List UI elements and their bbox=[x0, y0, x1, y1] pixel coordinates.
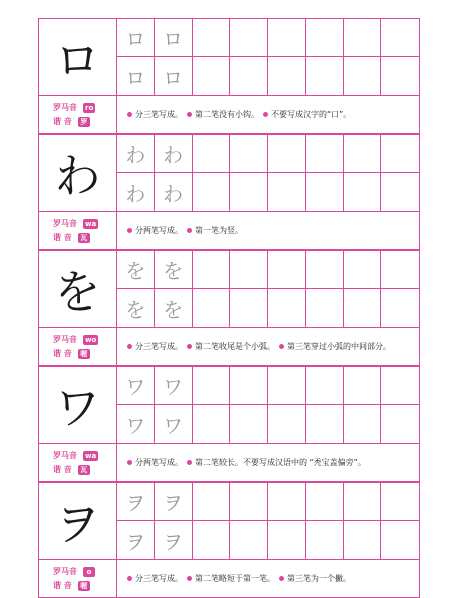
romaji-label: 罗马音 bbox=[53, 567, 77, 576]
practice-cell[interactable] bbox=[193, 57, 231, 95]
bullet-dot bbox=[127, 112, 132, 117]
model-character: ヲ bbox=[39, 483, 117, 559]
practice-cell[interactable]: わ bbox=[155, 135, 193, 173]
writing-grid bbox=[38, 134, 420, 212]
romaji-label: 罗马音 bbox=[53, 103, 77, 112]
romaji-value: wa bbox=[85, 451, 97, 460]
romaji-label: 罗马音 bbox=[53, 219, 77, 228]
stroke-notes bbox=[117, 96, 351, 133]
practice-cell[interactable] bbox=[306, 135, 344, 173]
practice-cell[interactable] bbox=[306, 367, 344, 405]
note-text: 第三笔为一个撇。 bbox=[287, 574, 351, 583]
practice-cell[interactable] bbox=[230, 19, 268, 57]
model-character: ワ bbox=[39, 367, 117, 443]
practice-cell[interactable] bbox=[306, 251, 344, 289]
practice-cell[interactable]: ワ bbox=[117, 405, 155, 443]
kana-block bbox=[38, 134, 420, 250]
info-row bbox=[38, 560, 420, 598]
note-text: 分三笔写成。 bbox=[135, 574, 183, 583]
homophone-label: 谐 音 bbox=[53, 233, 72, 242]
practice-cell[interactable] bbox=[381, 135, 419, 173]
practice-cell[interactable] bbox=[306, 57, 344, 95]
practice-cell[interactable] bbox=[268, 173, 306, 211]
practice-cell[interactable] bbox=[268, 483, 306, 521]
practice-cell[interactable] bbox=[306, 289, 344, 327]
practice-cell[interactable]: ロ bbox=[117, 19, 155, 57]
practice-grid bbox=[117, 483, 419, 559]
bullet-dot bbox=[187, 460, 192, 465]
homophone-value: 瓦 bbox=[78, 233, 90, 243]
model-character: わ bbox=[39, 135, 117, 211]
practice-cell[interactable] bbox=[306, 19, 344, 57]
note-text: 第二笔收尾是个小弧。 bbox=[195, 342, 275, 351]
bullet-dot bbox=[127, 460, 132, 465]
bullet-dot bbox=[279, 344, 284, 349]
pronunciation-labels bbox=[39, 560, 117, 597]
practice-cell[interactable] bbox=[230, 367, 268, 405]
pronunciation-labels bbox=[39, 444, 117, 481]
practice-cell[interactable] bbox=[230, 521, 268, 559]
practice-cell[interactable]: わ bbox=[117, 173, 155, 211]
romaji-value: o bbox=[83, 567, 95, 577]
homophone-value: 喔 bbox=[78, 349, 90, 359]
practice-cell[interactable] bbox=[381, 405, 419, 443]
pronunciation-labels bbox=[39, 212, 117, 249]
info-row bbox=[38, 444, 420, 482]
practice-cell[interactable] bbox=[268, 289, 306, 327]
note-text: 不要写成汉字的“口”。 bbox=[271, 110, 352, 119]
stroke-notes bbox=[117, 212, 243, 249]
pronunciation-labels bbox=[39, 96, 117, 133]
homophone-label: 谐 音 bbox=[53, 581, 72, 590]
practice-cell[interactable]: ワ bbox=[155, 367, 193, 405]
practice-cell[interactable] bbox=[381, 19, 419, 57]
practice-cell[interactable] bbox=[344, 405, 382, 443]
homophone-label: 谐 音 bbox=[53, 349, 72, 358]
practice-cell[interactable] bbox=[381, 289, 419, 327]
model-character: を bbox=[39, 251, 117, 327]
practice-cell[interactable] bbox=[230, 135, 268, 173]
practice-cell[interactable] bbox=[381, 521, 419, 559]
bullet-dot bbox=[279, 576, 284, 581]
note-text: 分三笔写成。 bbox=[135, 110, 183, 119]
practice-cell[interactable] bbox=[381, 57, 419, 95]
practice-cell[interactable] bbox=[230, 173, 268, 211]
homophone-value: 罗 bbox=[78, 117, 90, 127]
bullet-dot bbox=[127, 228, 132, 233]
practice-grid bbox=[117, 19, 419, 95]
practice-cell[interactable]: を bbox=[155, 251, 193, 289]
practice-cell[interactable] bbox=[268, 19, 306, 57]
practice-cell[interactable] bbox=[193, 367, 231, 405]
practice-cell[interactable] bbox=[344, 19, 382, 57]
practice-cell[interactable] bbox=[268, 521, 306, 559]
practice-cell[interactable] bbox=[193, 521, 231, 559]
practice-cell[interactable]: ロ bbox=[117, 57, 155, 95]
practice-cell[interactable] bbox=[268, 57, 306, 95]
info-row bbox=[38, 96, 420, 134]
practice-cell[interactable]: を bbox=[117, 289, 155, 327]
romaji-value: ro bbox=[85, 103, 94, 112]
homophone-value: 喔 bbox=[78, 581, 90, 591]
writing-grid bbox=[38, 250, 420, 328]
bullet-dot bbox=[187, 344, 192, 349]
note-text: 第一笔为竖。 bbox=[195, 226, 243, 235]
practice-cell[interactable] bbox=[268, 251, 306, 289]
practice-cell[interactable] bbox=[230, 289, 268, 327]
writing-grid bbox=[38, 482, 420, 560]
practice-cell[interactable] bbox=[344, 483, 382, 521]
practice-cell[interactable] bbox=[344, 367, 382, 405]
practice-cell[interactable]: わ bbox=[155, 173, 193, 211]
practice-cell[interactable]: ワ bbox=[117, 367, 155, 405]
practice-cell[interactable]: ロ bbox=[155, 57, 193, 95]
practice-cell[interactable]: を bbox=[155, 289, 193, 327]
practice-cell[interactable] bbox=[193, 173, 231, 211]
romaji-value: wo bbox=[85, 335, 97, 344]
practice-cell[interactable] bbox=[193, 135, 231, 173]
pronunciation-labels bbox=[39, 328, 117, 365]
practice-grid bbox=[117, 135, 419, 211]
practice-cell[interactable] bbox=[381, 367, 419, 405]
practice-cell[interactable] bbox=[193, 289, 231, 327]
bullet-dot bbox=[187, 576, 192, 581]
homophone-label: 谐 音 bbox=[53, 465, 72, 474]
kana-block bbox=[38, 250, 420, 366]
romaji-value: wa bbox=[85, 219, 97, 228]
bullet-dot bbox=[187, 228, 192, 233]
practice-sheet bbox=[38, 18, 420, 598]
practice-cell[interactable] bbox=[193, 251, 231, 289]
practice-cell[interactable]: ヲ bbox=[117, 521, 155, 559]
practice-grid bbox=[117, 251, 419, 327]
note-text: 第二笔略短于第一笔。 bbox=[195, 574, 275, 583]
note-text: 第二笔较长。不要写成汉语中的 “秃宝盖偏旁”。 bbox=[195, 458, 366, 467]
practice-cell[interactable]: を bbox=[117, 251, 155, 289]
practice-cell[interactable] bbox=[344, 521, 382, 559]
practice-cell[interactable] bbox=[230, 57, 268, 95]
practice-cell[interactable] bbox=[344, 135, 382, 173]
bullet-dot bbox=[127, 576, 132, 581]
practice-cell[interactable] bbox=[193, 19, 231, 57]
practice-cell[interactable] bbox=[381, 483, 419, 521]
romaji-label: 罗马音 bbox=[53, 335, 77, 344]
practice-cell[interactable]: ワ bbox=[155, 405, 193, 443]
practice-cell[interactable] bbox=[344, 57, 382, 95]
practice-cell[interactable]: わ bbox=[117, 135, 155, 173]
info-row bbox=[38, 212, 420, 250]
stroke-notes bbox=[117, 328, 391, 365]
bullet-dot bbox=[127, 344, 132, 349]
practice-cell[interactable] bbox=[268, 367, 306, 405]
info-row bbox=[38, 328, 420, 366]
homophone-label: 谐 音 bbox=[53, 117, 72, 126]
practice-cell[interactable] bbox=[381, 173, 419, 211]
practice-cell[interactable] bbox=[306, 173, 344, 211]
note-text: 分两笔写成。 bbox=[135, 458, 183, 467]
practice-cell[interactable] bbox=[193, 483, 231, 521]
practice-cell[interactable]: ヲ bbox=[117, 483, 155, 521]
note-text: 分两笔写成。 bbox=[135, 226, 183, 235]
note-text: 分三笔写成。 bbox=[135, 342, 183, 351]
practice-cell[interactable] bbox=[344, 173, 382, 211]
bullet-dot bbox=[187, 112, 192, 117]
practice-cell[interactable] bbox=[230, 251, 268, 289]
practice-cell[interactable] bbox=[306, 521, 344, 559]
practice-cell[interactable] bbox=[344, 289, 382, 327]
practice-grid bbox=[117, 367, 419, 443]
romaji-label: 罗马音 bbox=[53, 451, 77, 460]
stroke-notes bbox=[117, 444, 366, 481]
kana-block bbox=[38, 482, 420, 598]
practice-cell[interactable] bbox=[306, 405, 344, 443]
practice-cell[interactable] bbox=[381, 251, 419, 289]
practice-cell[interactable] bbox=[268, 135, 306, 173]
note-text: 第二笔没有小钩。 bbox=[195, 110, 259, 119]
practice-cell[interactable] bbox=[230, 405, 268, 443]
kana-block bbox=[38, 18, 420, 134]
bullet-dot bbox=[263, 112, 268, 117]
practice-cell[interactable]: ヲ bbox=[155, 521, 193, 559]
homophone-value: 瓦 bbox=[78, 465, 90, 475]
practice-cell[interactable] bbox=[344, 251, 382, 289]
kana-block bbox=[38, 366, 420, 482]
model-character: ロ bbox=[39, 19, 117, 95]
practice-cell[interactable]: ヲ bbox=[155, 483, 193, 521]
practice-cell[interactable] bbox=[193, 405, 231, 443]
stroke-notes bbox=[117, 560, 351, 597]
writing-grid bbox=[38, 366, 420, 444]
practice-cell[interactable] bbox=[230, 483, 268, 521]
practice-cell[interactable] bbox=[306, 483, 344, 521]
note-text: 第三笔穿过小弧的中间部分。 bbox=[287, 342, 391, 351]
practice-cell[interactable] bbox=[268, 405, 306, 443]
writing-grid bbox=[38, 18, 420, 96]
practice-cell[interactable]: ロ bbox=[155, 19, 193, 57]
